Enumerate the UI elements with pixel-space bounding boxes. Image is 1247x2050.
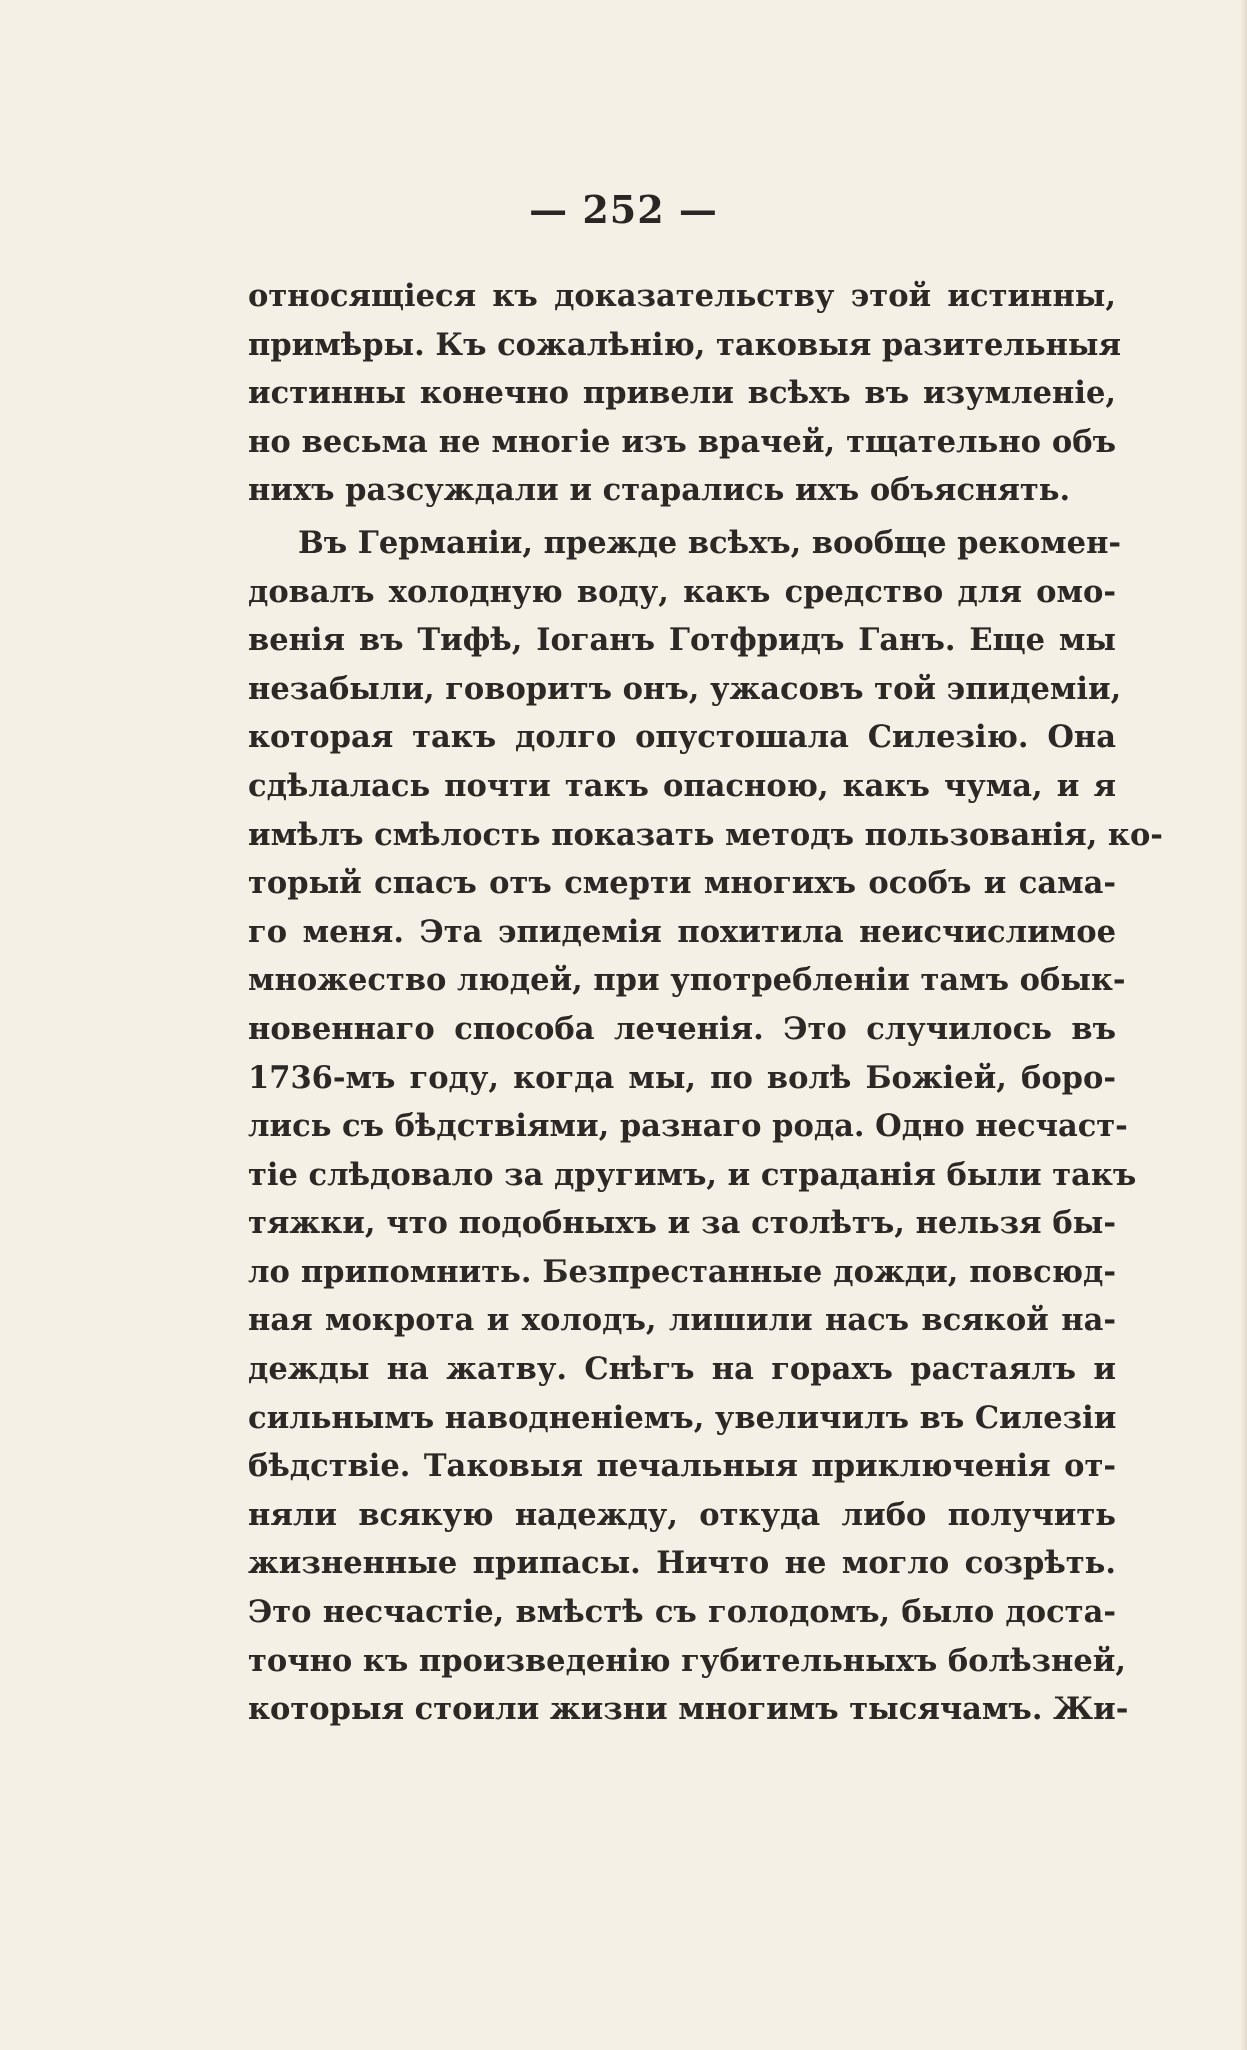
text-line: 1736-мъ году, когда мы, по волѣ Божіей, боро- [248,1059,1116,1096]
text-line: множество людей, при употребленіи тамъ обык- [248,962,1126,999]
text-line: жизненные припасы. Ничто не могло созрѣть. [248,1545,1116,1582]
text-line: точно къ произведенію губительныхъ болѣзней, [248,1642,1126,1679]
text-line: сильнымъ наводненіемъ, увеличилъ въ Силезіи [248,1399,1117,1436]
text-line: довалъ холодную воду, какъ средство для омо- [248,573,1116,610]
text-line: имѣлъ смѣлость показать методъ пользованія, ко- [248,816,1163,853]
text-line: ло припомнить. Безпрестанные дожди, повсюд- [248,1253,1116,1290]
text-line: нихъ разсуждали и старались ихъ объяснять. [248,472,1071,509]
text-line: тіе слѣдовало за другимъ, и страданія были такъ [248,1156,1137,1193]
text-line: относящіеся къ доказательству этой истинны, [248,278,1116,314]
body-text [248,272,1163,1734]
page-number: — 252 — [529,187,718,232]
text-line: новеннаго способа леченія. Это случилось въ [248,1010,1116,1047]
text-line: Въ Германіи, прежде всѣхъ, вообще рекомен- [298,524,1122,561]
text-line: дежды на жатву. Снѣгъ на горахъ растаялъ и [248,1351,1116,1388]
text-line: которая такъ долго опустошала Силезію. Она [248,719,1116,756]
text-line: истинны конечно привели всѣхъ въ изумленіе, [248,375,1116,412]
text-line: няли всякую надежду, откуда либо получить [248,1496,1116,1533]
text-line: торый спасъ отъ смерти многихъ особъ и сама- [248,865,1116,902]
text-line: бѣдствіе. Таковыя печальныя приключенія от- [248,1448,1116,1485]
text-line: ная мокрота и холодъ, лишили насъ всякой на- [248,1302,1116,1339]
text-line: лись съ бѣдствіями, разнаго рода. Одно несчаст- [248,1108,1128,1145]
text-line: Это несчастіе, вмѣстѣ съ голодомъ, было доста- [248,1594,1116,1631]
text-line: венія въ Тифѣ, Іоганъ Готфридъ Ганъ. Еще мы [248,622,1116,659]
text-line: тяжки, что подобныхъ и за столѣтъ, нельзя бы- [248,1205,1116,1242]
paragraph-2 [248,519,1163,1734]
text-line: го меня. Эта эпидемія похитила неисчислимое [248,913,1116,950]
text-line: сдѣлалась почти такъ опасною, какъ чума, и я [248,767,1116,804]
text-line: незабыли, говоритъ онъ, ужасовъ той эпидеміи, [248,670,1122,707]
text-line: но весьма не многіе изъ врачей, тщательно объ [248,423,1116,460]
paragraph-1 [248,272,1122,515]
text-line: которыя стоили жизни многимъ тысячамъ. Жи- [248,1691,1129,1728]
text-line: примѣры. Къ сожалѣнію, таковыя разительныя [248,326,1122,363]
